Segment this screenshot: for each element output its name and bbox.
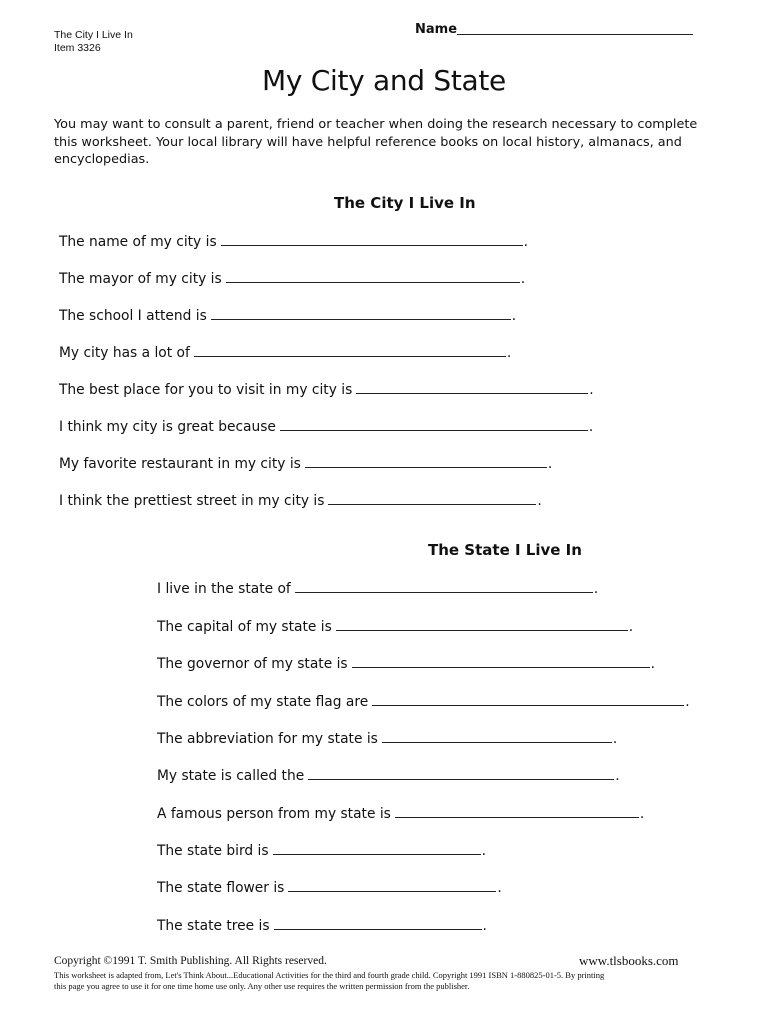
- worksheet-name: The City I Live In: [54, 29, 133, 41]
- state-question-row: The colors of my state flag are .: [157, 694, 690, 710]
- state-question-label: I live in the state of: [157, 581, 291, 597]
- answer-blank[interactable]: [382, 730, 612, 743]
- state-question-row: The governor of my state is .: [157, 656, 655, 672]
- city-question-label: I think the prettiest street in my city is: [59, 493, 325, 509]
- city-question-label: The school I attend is: [59, 308, 207, 324]
- answer-blank[interactable]: [221, 233, 523, 246]
- state-question-label: The abbreviation for my state is: [157, 731, 378, 747]
- answer-blank[interactable]: [305, 455, 547, 468]
- state-question-row: The capital of my state is .: [157, 619, 634, 635]
- answer-blank[interactable]: [356, 381, 588, 394]
- city-question-row: I think my city is great because .: [59, 419, 594, 435]
- answer-blank[interactable]: [288, 879, 496, 892]
- state-question-row: My state is called the .: [157, 768, 620, 784]
- name-field-line[interactable]: [457, 34, 693, 35]
- answer-blank[interactable]: [372, 693, 684, 706]
- copyright-notice-line-2: this page you agree to use it for one time home use only. Any other use requires the written permission from the publisher.: [54, 981, 470, 991]
- answer-blank[interactable]: [273, 842, 481, 855]
- answer-blank[interactable]: [211, 307, 511, 320]
- city-section-heading: The City I Live In: [334, 194, 476, 212]
- state-question-row: The abbreviation for my state is .: [157, 731, 618, 747]
- name-label: Name: [415, 22, 458, 37]
- state-question-row: The state tree is .: [157, 918, 487, 934]
- state-question-row: I live in the state of .: [157, 581, 599, 597]
- answer-blank[interactable]: [295, 580, 593, 593]
- city-question-row: I think the prettiest street in my city is .: [59, 493, 542, 509]
- city-question-label: I think my city is great because: [59, 419, 276, 435]
- city-question-label: The name of my city is: [59, 234, 217, 250]
- answer-blank[interactable]: [226, 270, 520, 283]
- state-question-label: The state tree is: [157, 918, 270, 934]
- city-question-label: My favorite restaurant in my city is: [59, 456, 301, 472]
- state-question-label: My state is called the: [157, 768, 305, 784]
- state-question-label: The state flower is: [157, 880, 285, 896]
- state-question-label: A famous person from my state is: [157, 806, 391, 822]
- city-question-row: My city has a lot of .: [59, 345, 512, 361]
- answer-blank[interactable]: [395, 805, 639, 818]
- answer-blank[interactable]: [328, 492, 536, 505]
- state-question-label: The capital of my state is: [157, 619, 332, 635]
- page-title: My City and State: [261, 64, 506, 97]
- city-question-row: The best place for you to visit in my city is .: [59, 382, 594, 398]
- state-question-row: The state flower is .: [157, 880, 502, 896]
- city-question-row: The name of my city is .: [59, 234, 529, 250]
- state-question-row: A famous person from my state is .: [157, 806, 645, 822]
- intro-paragraph: You may want to consult a parent, friend or teacher when doing the research necessary to complete this worksheet. Your local library will have helpful reference books on local history, almanacs, and encyclopedias.: [54, 117, 698, 167]
- city-question-row: My favorite restaurant in my city is .: [59, 456, 553, 472]
- answer-blank[interactable]: [274, 917, 482, 930]
- copyright-text: Copyright ©1991 T. Smith Publishing. All Rights reserved.: [54, 955, 327, 967]
- state-section-heading: The State I Live In: [428, 541, 582, 559]
- city-question-row: The mayor of my city is .: [59, 271, 526, 287]
- answer-blank[interactable]: [194, 344, 506, 357]
- city-question-label: The best place for you to visit in my city is: [59, 382, 353, 398]
- copyright-notice-line-1: This worksheet is adapted from, Let's Think About...Educational Activities for the third and fourth grade child. Copyright 1991 ISBN 1-880825-01-5. By printing: [54, 970, 605, 980]
- state-question-label: The governor of my state is: [157, 656, 348, 672]
- answer-blank[interactable]: [280, 418, 588, 431]
- answer-blank[interactable]: [308, 767, 614, 780]
- city-question-label: The mayor of my city is: [59, 271, 222, 287]
- answer-blank[interactable]: [352, 655, 650, 668]
- city-question-row: The school I attend is .: [59, 308, 517, 324]
- state-question-row: The state bird is .: [157, 843, 486, 859]
- item-number: Item 3326: [54, 42, 101, 54]
- state-question-label: The colors of my state flag are: [157, 694, 369, 710]
- answer-blank[interactable]: [336, 618, 628, 631]
- city-question-label: My city has a lot of: [59, 345, 190, 361]
- state-question-label: The state bird is: [157, 843, 269, 859]
- website-link[interactable]: www.tlsbooks.com: [579, 953, 679, 968]
